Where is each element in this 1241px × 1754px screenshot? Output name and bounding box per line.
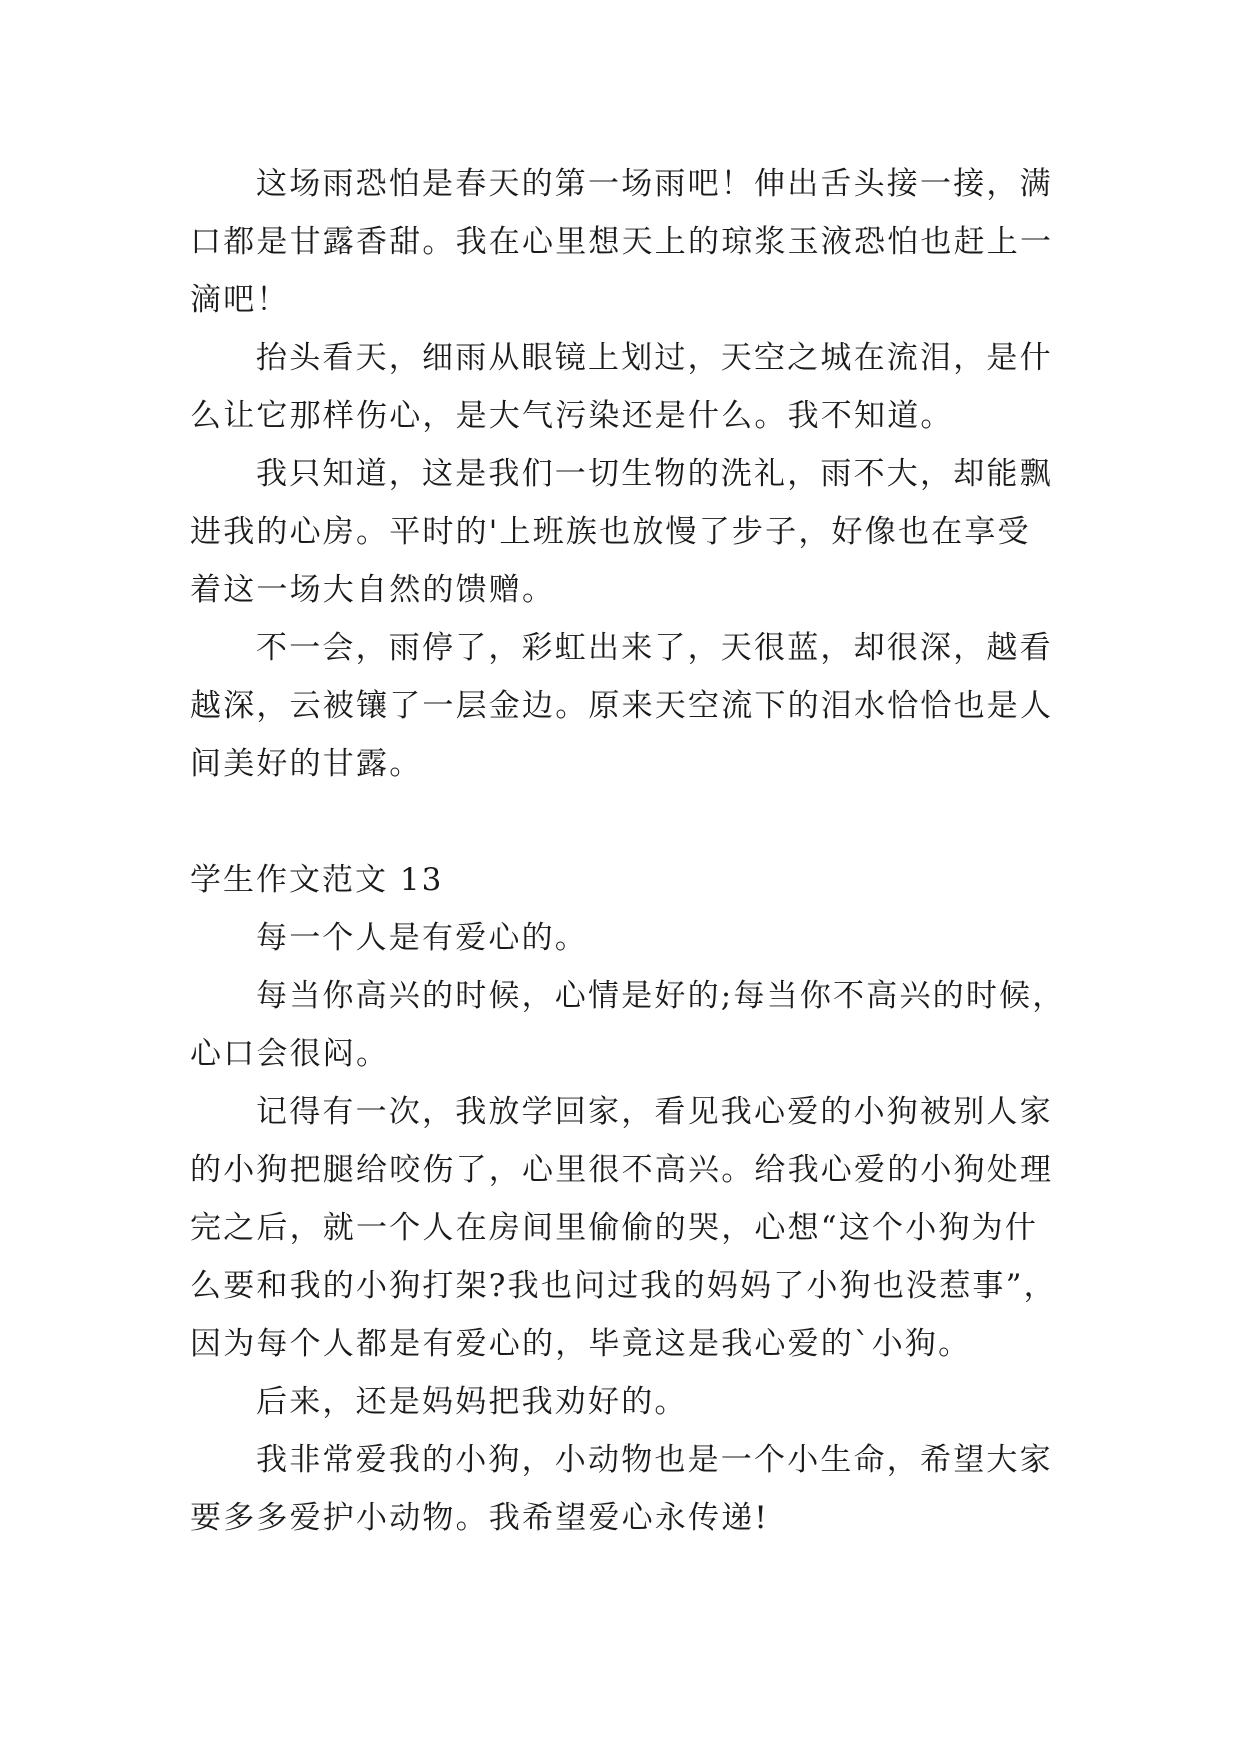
text-line: 着这一场大自然的馈赠。 bbox=[190, 572, 556, 608]
section-gap bbox=[190, 793, 1060, 851]
text-line: 么要和我的小狗打架?我也问过我的妈妈了小狗也没惹事”， bbox=[190, 1268, 1057, 1304]
text-line: 后来，还是妈妈把我劝好的。 bbox=[256, 1384, 688, 1420]
document-page bbox=[190, 155, 1066, 1547]
text-line: 每当你高兴的时候，心情是好的;每当你不高兴的时候， bbox=[256, 978, 1066, 1014]
paragraph bbox=[190, 155, 1060, 329]
text-line: 我非常爱我的小狗，小动物也是一个小生命，希望大家 bbox=[256, 1442, 1053, 1478]
text-line: 进我的心房。平时的'上班族也放慢了步子，好像也在享受 bbox=[190, 514, 1031, 550]
paragraph bbox=[190, 967, 1066, 1083]
paragraph bbox=[190, 1373, 1060, 1431]
paragraph bbox=[190, 619, 1060, 793]
text-line: 完之后，就一个人在房间里偷偷的哭，心想“这个小狗为什 bbox=[190, 1210, 1039, 1246]
paragraph bbox=[190, 445, 1060, 619]
text-line: 么让它那样伤心，是大气污染还是什么。我不知道。 bbox=[190, 398, 954, 434]
text-line: 每一个人是有爱心的。 bbox=[256, 920, 588, 956]
paragraph bbox=[190, 1083, 1060, 1373]
text-line: 口都是甘露香甜。我在心里想天上的琼浆玉液恐怕也赶上一 bbox=[190, 224, 1054, 260]
paragraph bbox=[190, 1431, 1060, 1547]
text-line: 不一会，雨停了，彩虹出来了，天很蓝，却很深，越看 bbox=[256, 630, 1053, 666]
text-line: 记得有一次，我放学回家，看见我心爱的小狗被别人家 bbox=[256, 1094, 1053, 1130]
text-line: 要多多爱护小动物。我希望爱心永传递! bbox=[190, 1500, 770, 1536]
section-1 bbox=[190, 155, 1060, 793]
section-title: 学生作文范文 13 bbox=[190, 862, 444, 898]
section-2 bbox=[190, 851, 1066, 1547]
text-line: 越深，云被镶了一层金边。原来天空流下的泪水恰恰也是人 bbox=[190, 688, 1054, 724]
text-line: 这场雨恐怕是春天的第一场雨吧！伸出舌头接一接，满 bbox=[256, 166, 1053, 202]
text-line: 的小狗把腿给咬伤了，心里很不高兴。给我心爱的小狗处理 bbox=[190, 1152, 1054, 1188]
text-line: 间美好的甘露。 bbox=[190, 746, 423, 782]
text-line: 滴吧！ bbox=[190, 282, 290, 318]
text-line: 抬头看天，细雨从眼镜上划过，天空之城在流泪，是什 bbox=[256, 340, 1053, 376]
text-line: 我只知道，这是我们一切生物的洗礼，雨不大，却能飘 bbox=[256, 456, 1053, 492]
text-line: 心口会很闷。 bbox=[190, 1036, 390, 1072]
text-line: 因为每个人都是有爱心的，毕竟这是我心爱的`小狗。 bbox=[190, 1326, 972, 1362]
paragraph bbox=[190, 909, 1060, 967]
paragraph bbox=[190, 329, 1060, 445]
